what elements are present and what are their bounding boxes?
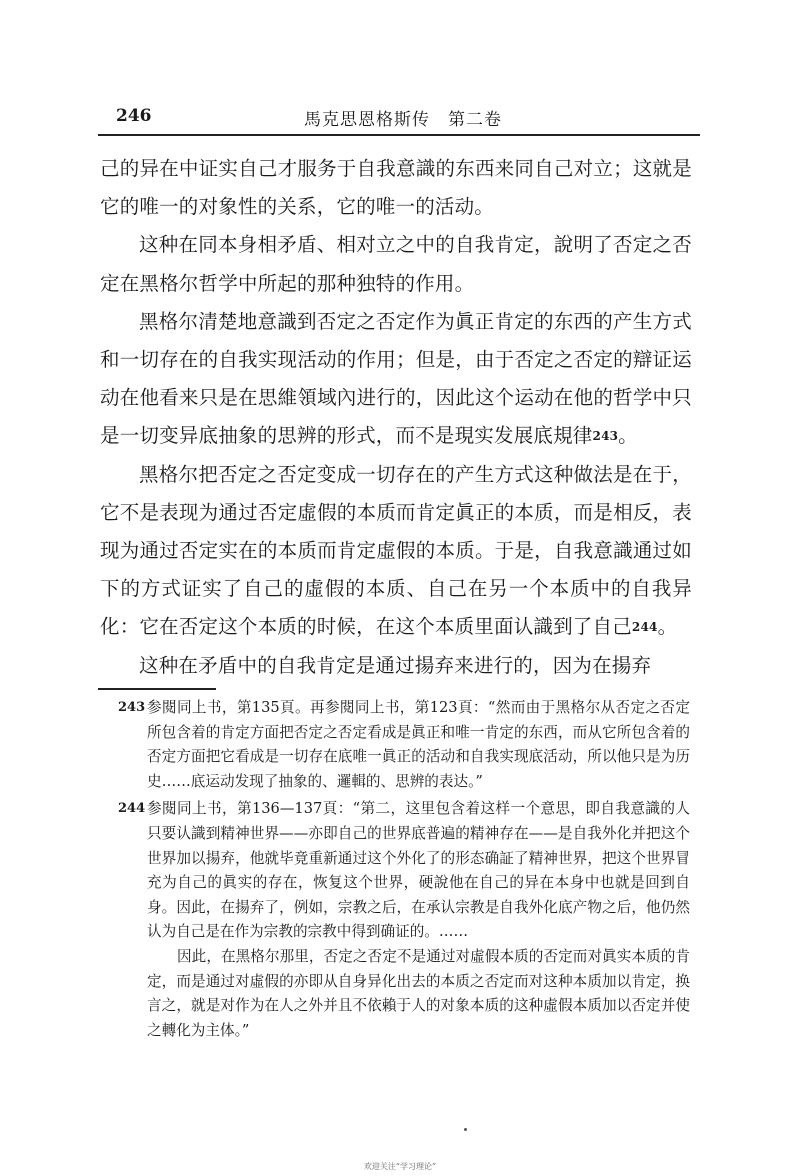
paragraph-text: 这种在矛盾中的自我肯定是通过揚弃来进行的，因为在揚弃 xyxy=(139,653,652,677)
paragraph-text: 黑格尔清楚地意識到否定之否定作为眞正肯定的东西的产生方式和一切存在的自我实现活动的作用；但是，由于否定之否定的辯证运动在他看来只是在思維領域內进行的，因此这个运动在他的哲学中只是一切变异底抽象的思辨的形式，而不是現实发展底規律 xyxy=(100,309,692,448)
watermark: 欢迎关注“学习理论” xyxy=(363,1162,437,1171)
header-rule xyxy=(98,134,700,136)
footnotes xyxy=(100,696,690,1046)
footnote xyxy=(100,797,690,1043)
footnote-number: 244 xyxy=(118,801,146,817)
body-paragraph xyxy=(100,303,692,456)
body-paragraph xyxy=(100,150,692,226)
body-paragraph xyxy=(100,226,692,302)
footnote xyxy=(100,696,690,794)
footnote-text: 参閱同上书，第135頁。再参閱同上书，第123頁：“然而由于黑格尔从否定之否定所包含着的肯定方面把否定之否定看成是眞正和唯一肯定的东西，而从它所包含着的否定方面把它看成是一切存在底唯一眞正的活动和自我实现底活动，所以他只是为历史……底运动发现了抽象的、邏輯的、思辨的表达。” xyxy=(147,699,690,790)
body-paragraph xyxy=(100,456,692,647)
footnote-ref[interactable]: 244 xyxy=(631,620,658,635)
footnote-number: 243 xyxy=(118,700,146,715)
main-text xyxy=(100,150,692,685)
footnote-text: 参閱同上书，第136—137頁：“第二，这里包含着这样一个意思，即自我意識的人只要认識到精神世界——亦即自己的世界底普遍的精神存在——是自我外化并把这个世界加以揚弃，他就毕竟重新通过这个外化了的形态确証了精神世界，把这个世界冒充为自己的眞实的存在，恢复这个世界，硬說他在自己的异在本身中也就是回到自身。因此，在揚弃了，例如，宗教之后，在承认宗教是自我外化底产物之后，他仍然认为自己是在作为宗教的宗教中得到确证的。…… xyxy=(147,800,690,941)
footnote-separator xyxy=(98,688,216,690)
paragraph-text: 这种在同本身相矛盾、相对立之中的自我肯定，說明了否定之否定在黑格尔哲学中所起的那种独特的作用。 xyxy=(100,233,692,295)
paragraph-tail: 。 xyxy=(618,424,638,448)
footnote-ref[interactable]: 243 xyxy=(592,429,619,444)
body-paragraph xyxy=(100,647,692,685)
scan-artifact-dot xyxy=(464,1128,467,1131)
paragraph-text: 己的异在中证实自己才服务于自我意識的东西来同自己对立；这就是它的唯一的对象性的关系，它的唯一的活动。 xyxy=(100,157,692,219)
running-title: 馬克思恩格斯传 第二卷 xyxy=(304,110,502,130)
paragraph-text: 黑格尔把否定之否定变成一切存在的产生方式这种做法是在于，它不是表现为通过否定虛假的本质而肯定眞正的本质，而是相反，表现为通过否定实在的本质而肯定虛假的本质。于是，自我意識通过如下的方式证实了自己的虛假的本质、自己在另一个本质中的自我异化：它在否定这个本质的时候，在这个本质里面认識到了自己 xyxy=(100,462,692,639)
footnote-text: 因此，在黑格尔那里，否定之否定不是通过对虛假本质的否定而对眞实本质的肯定，而是通过对虛假的亦即从自身异化出去的本质之否定而对这种本质加以肯定，换言之，就是对作为在人之外并且不依賴于人的对象本质的这种虛假本质加以否定并使之轉化为主体。” xyxy=(147,947,690,1039)
page-number: 246 xyxy=(116,106,152,126)
paragraph-tail: 。 xyxy=(657,615,678,639)
page-header xyxy=(98,100,700,130)
